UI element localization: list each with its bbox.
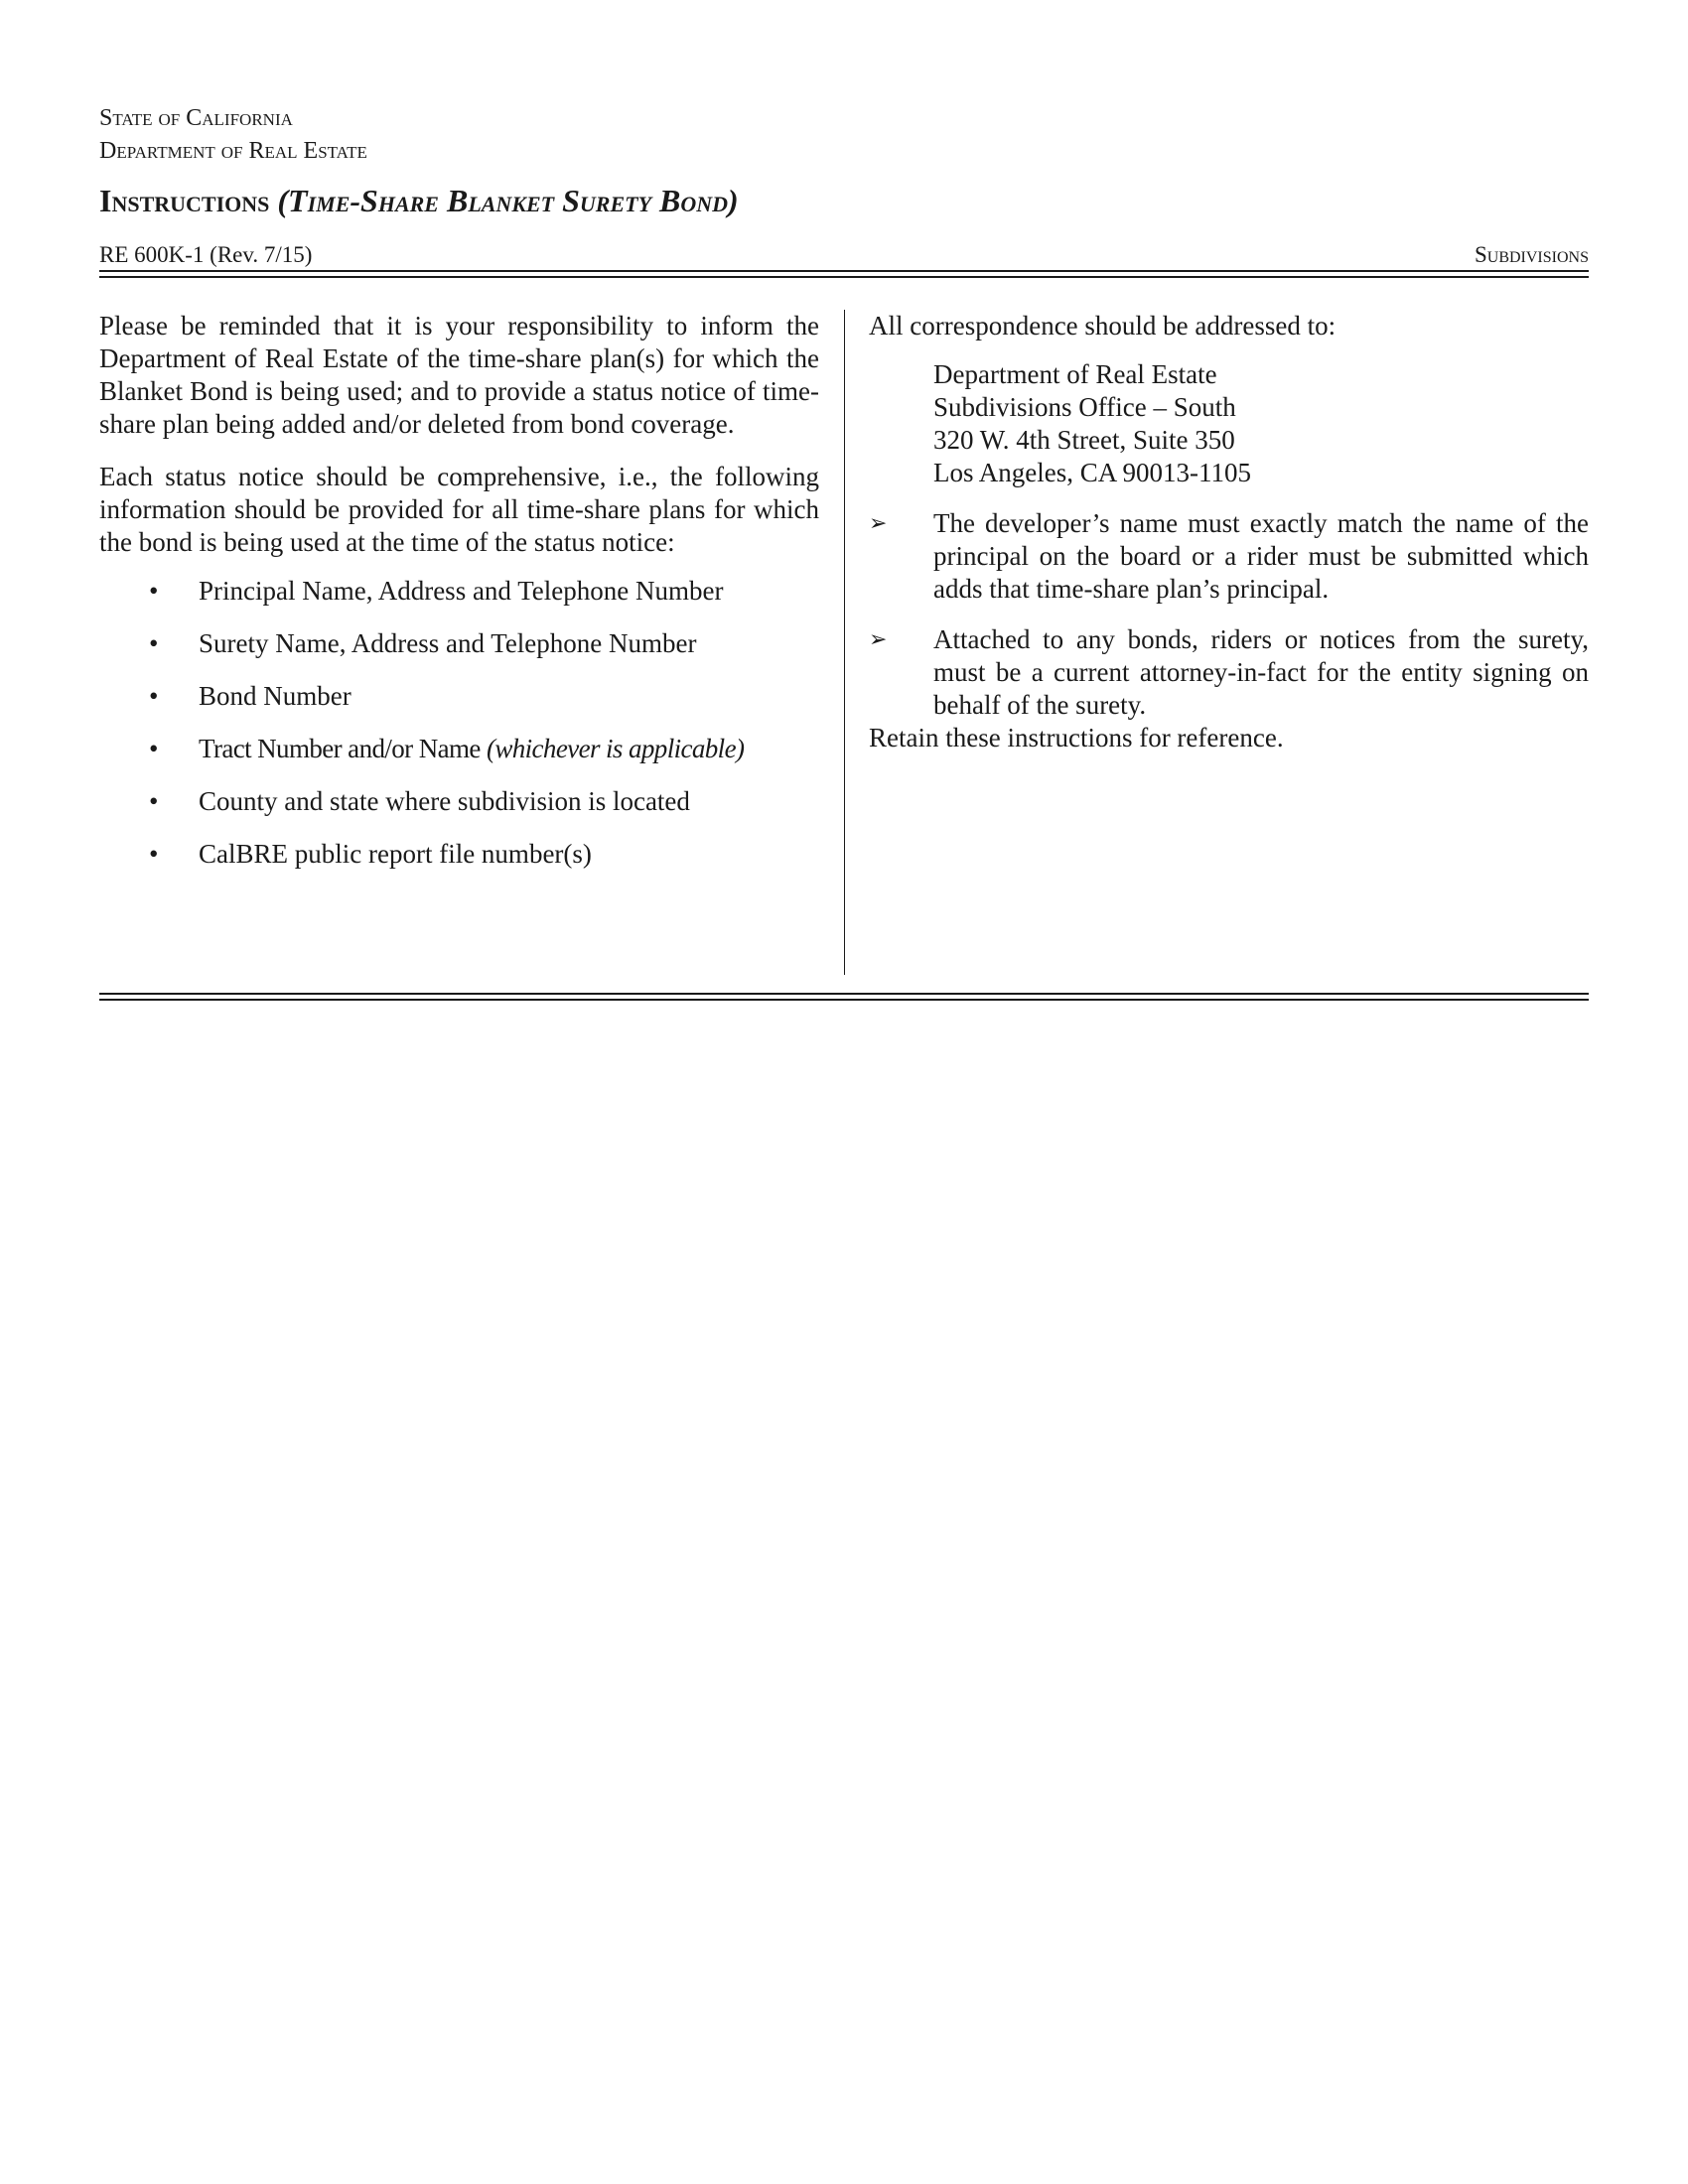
correspondence-intro: All correspondence should be addressed to:: [869, 311, 1336, 341]
address-line: Subdivisions Office – South: [933, 392, 1236, 422]
bullet-marker: •: [149, 576, 159, 606]
list-item: • Principal Name, Address and Telephone Number: [149, 576, 724, 606]
title-subtitle: (Time-Share Blanket Surety Bond): [277, 183, 739, 218]
attorney-in-fact-note: ➢ Attached to any bonds, riders or notices from the surety, must be a current attorney-in-fact for the entity signing on behalf of the surety.: [869, 624, 1589, 720]
arrow-bullet-icon: ➢: [869, 511, 888, 536]
bullet-marker: •: [149, 839, 159, 869]
list-item: • Tract Number and/or Name (whichever is applicable): [149, 734, 745, 763]
bullet-marker: •: [149, 734, 158, 763]
mailing-address: [933, 358, 1589, 489]
document-title: [99, 183, 739, 219]
developer-name-note: ➢ The developer’s name must exactly match the name of the principal on the board or a rider must be submitted which adds that time-share plan’s principal.: [869, 508, 1589, 604]
retain-instructions-note: Retain these instructions for reference.: [869, 723, 1284, 752]
header-rule-top: [99, 270, 1589, 272]
bullet-marker: •: [149, 628, 159, 658]
left-column: [99, 310, 819, 890]
list-item: • County and state where subdivision is located: [149, 786, 690, 816]
agency-block: [99, 102, 367, 168]
address-line: Department of Real Estate: [933, 359, 1217, 389]
list-item: • Bond Number: [149, 681, 352, 711]
required-info-list: [99, 575, 819, 890]
column-divider: [844, 310, 845, 975]
address-line: Los Angeles, CA 90013-1105: [933, 458, 1251, 487]
status-notice-paragraph: Each status notice should be comprehensive, i.e., the following information should be provided for all time-share plans for which the bond is being used at the time of the status notice:: [99, 462, 819, 557]
footer-rule-bottom: [99, 999, 1589, 1001]
bullet-marker: •: [149, 681, 159, 711]
arrow-bullet-icon: ➢: [869, 627, 888, 652]
list-item: • Surety Name, Address and Telephone Number: [149, 628, 697, 658]
agency-department: Department of Real Estate: [99, 138, 367, 164]
applicability-note: (whichever is applicable): [486, 734, 745, 763]
list-item: • CalBRE public report file number(s): [149, 839, 592, 869]
footer-rule-top: [99, 993, 1589, 995]
section-label: Subdivisions: [1474, 242, 1589, 267]
bullet-marker: •: [149, 786, 159, 816]
responsibility-paragraph: Please be reminded that it is your responsibility to inform the Department of Real Estate of the time-share plan(s) for which the Blanket Bond is being used; and to provide a status notice of time-share plan being added and/or deleted from bond coverage.: [99, 311, 819, 439]
header-rule-bottom: [99, 276, 1589, 278]
form-info-line: [99, 242, 1589, 268]
address-line: 320 W. 4th Street, Suite 350: [933, 425, 1235, 455]
title-main: Instructions: [99, 183, 270, 218]
right-column: [869, 310, 1589, 754]
form-number: RE 600K-1 (Rev. 7/15): [99, 242, 313, 267]
agency-state: State of California: [99, 105, 293, 131]
